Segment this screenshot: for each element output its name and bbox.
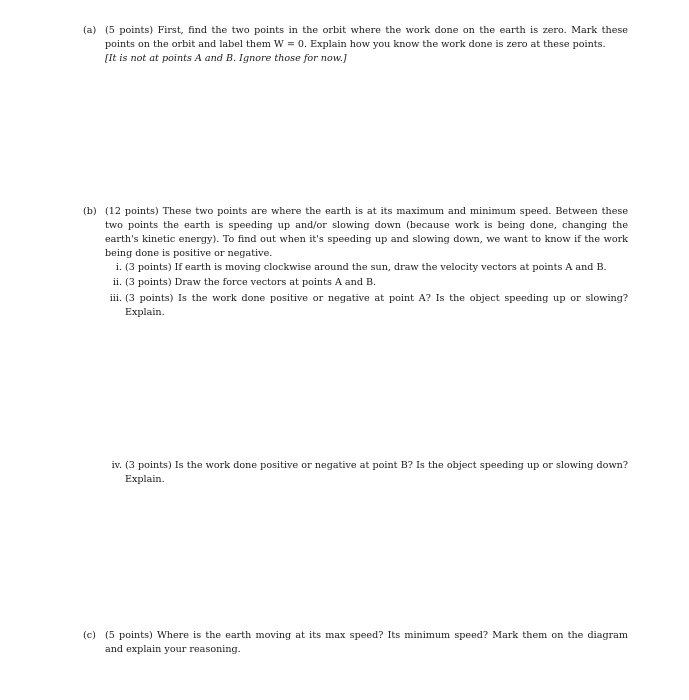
question-b-part-ii-number: ii. <box>112 277 122 288</box>
question-b-part-iv <box>111 459 628 487</box>
question-a <box>83 24 628 66</box>
question-b-part-iv-number: iv. <box>111 460 122 471</box>
question-c-text: (5 points) Where is the earth moving at its max speed? Its minimum speed? Mark them on the diagram and explain your reasoning. <box>105 630 628 655</box>
question-a-text: (5 points) First, find the two points in the orbit where the work done on the earth is zero. Mark these points on the orbit and label them W = 0. Explain how you know the work done is zero at these points. <box>105 25 628 50</box>
question-b-part-iii-number: iii. <box>109 293 122 304</box>
question-b-part-iii <box>109 292 628 320</box>
question-b-part-iii-text: (3 points) Is the work done positive or negative at point A? Is the object speeding up or slowing? Explain. <box>125 293 628 318</box>
question-b-part-ii-text: (3 points) Draw the force vectors at points A and B. <box>125 277 377 288</box>
question-b-part-i-text: (3 points) If earth is moving clockwise around the sun, draw the velocity vectors at points A and B. <box>125 262 607 273</box>
question-b-part-iv-text: (3 points) Is the work done positive or negative at point B? Is the object speeding up or slowing down? Explain. <box>125 460 628 485</box>
question-b-part-ii <box>112 276 628 290</box>
question-b-text: (12 points) These two points are where the earth is at its maximum and minimum speed. Between these two points the earth is speeding up and/or slowing down (because work is being done, changing the earth's kinetic energy). To find out when it's speeding up and slowing down, we want to know if the work being done is positive or negative. <box>105 206 628 259</box>
question-b <box>83 205 628 261</box>
question-c <box>83 629 628 657</box>
question-b-label: (b) <box>83 206 97 217</box>
question-c-label: (c) <box>83 630 96 641</box>
question-b-part-i-number: i. <box>115 262 122 273</box>
question-b-part-i <box>115 261 628 275</box>
question-a-note: [It is not at points A and B. Ignore those for now.] <box>105 53 347 64</box>
question-a-label: (a) <box>83 25 97 36</box>
